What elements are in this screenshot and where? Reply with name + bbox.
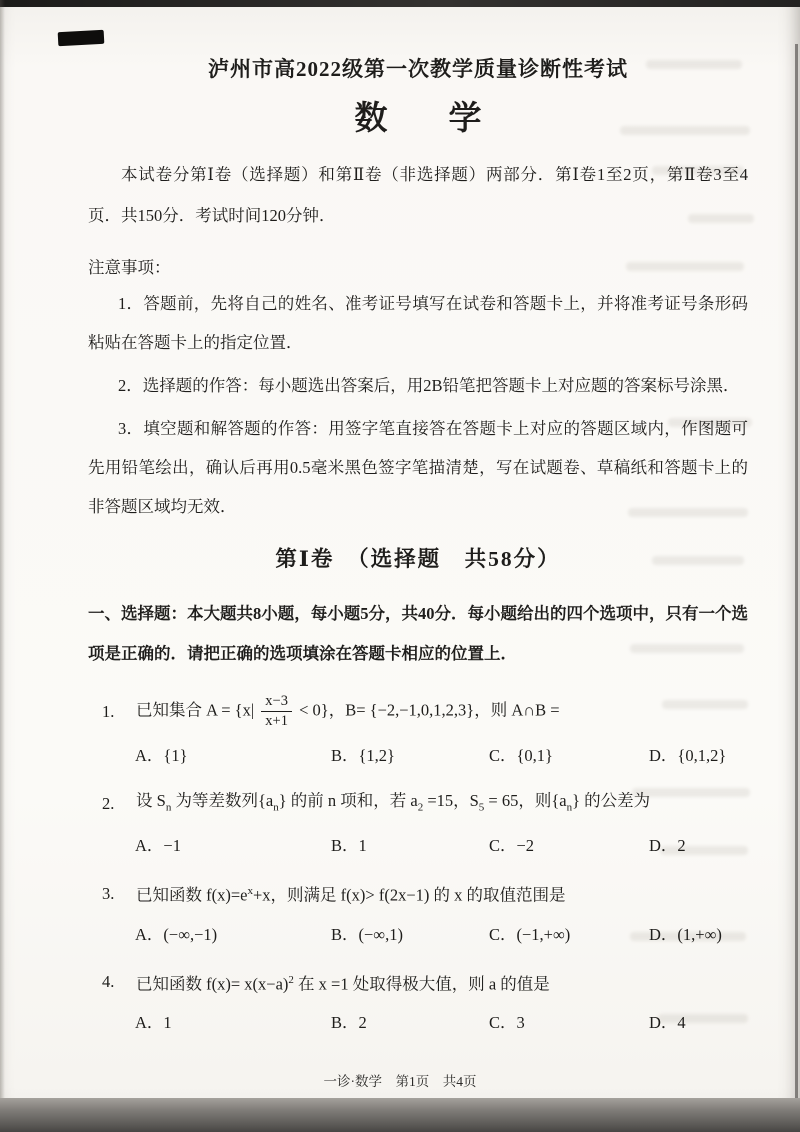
- notice-item-1: 1．答题前，先将自己的姓名、准考证号填写在试卷和答题卡上，并将准考证号条形码粘贴在答题卡上的指定位置．: [88, 294, 748, 352]
- question-2-text: [102, 788, 748, 820]
- question-1-text: [102, 693, 748, 730]
- notice-heading: 注意事项：: [88, 258, 171, 277]
- option-d: D．(1,+∞): [649, 924, 722, 944]
- option-d: D．{0,1,2}: [649, 746, 727, 765]
- scan-artifact-mark: [58, 30, 105, 46]
- exam-subject: 数 学: [354, 101, 496, 137]
- scan-edge-right: [795, 44, 798, 1132]
- scan-edge-left: [0, 0, 5, 1132]
- option-b: B．2: [331, 1013, 367, 1033]
- question-body: 设 $S_n$ 为等差数列$\{a_n\}$ 的前 n 项和，若 $a_2 =15$，$S_5 = 65$，则$\{a_n\}$ 的公差为: [136, 791, 651, 814]
- option-a: A．(−∞,−1): [135, 924, 218, 944]
- question-number: 2.: [102, 794, 115, 814]
- question-2: [88, 788, 748, 859]
- scan-edge-bottom: [0, 1098, 800, 1132]
- option-c: C．−2: [489, 836, 535, 856]
- question-body: 已知函数 $f(x)=e^x+x$，则满足 f(x)> f(2x−1) 的 x 的取值范围是: [136, 885, 566, 905]
- option-b: B．(−∞,1): [331, 924, 403, 944]
- question-1-options: [135, 743, 748, 769]
- question-body: 已知函数 $f(x)= x(x-a)^2$ 在 x =1 处取得极大值，则 a 的值是: [136, 973, 550, 994]
- question-2-options: [135, 833, 748, 859]
- question-number: 3.: [102, 883, 115, 903]
- question-4-options: [135, 1010, 748, 1036]
- option-a: A．{1}: [135, 746, 188, 765]
- page-footer: 一诊·数学 第1页 共4页: [323, 1074, 477, 1089]
- fraction: $\frac{x-3}{x+1}$: [261, 693, 292, 730]
- option-d: D．2: [649, 836, 686, 856]
- question-3-options: [135, 922, 748, 948]
- option-c: C．(−1,+∞): [489, 924, 571, 944]
- option-a: A．−1: [135, 836, 181, 856]
- question-3: [88, 878, 748, 948]
- option-c: C．3: [489, 1013, 525, 1033]
- notice-item-3: 3．填空题和解答题的作答：用签字笔直接答在答题卡上对应的答题区域内，作图题可先用铅笔绘出，确认后再用0.5毫米黑色签字笔描清楚，写在试题卷、草稿纸和答题卡上的非答题区域均无效．: [88, 419, 748, 516]
- option-d: D．4: [649, 1013, 686, 1033]
- exam-intro: 本试卷分第Ⅰ卷（选择题）和第Ⅱ卷（非选择题）两部分．第Ⅰ卷1至2页，第Ⅱ卷3至4页．共150分．考试时间120分钟．: [88, 165, 748, 225]
- option-b: B．{1,2}: [331, 746, 395, 765]
- question-number: 4.: [102, 972, 115, 992]
- option-a: A．1: [135, 1013, 172, 1033]
- question-1: [88, 693, 748, 769]
- option-b: B．1: [331, 836, 367, 856]
- scan-edge-top: [0, 0, 800, 7]
- option-c: C．{0,1}: [489, 746, 553, 765]
- exam-title: 泸州市高2022级第一次教学质量诊断性考试: [208, 57, 628, 81]
- question-4: [88, 967, 748, 1037]
- section-instruction: 一、选择题：本大题共8小题，每小题5分，共40分．每小题给出的四个选项中，只有一个选项是正确的．请把正确的选项填涂在答题卡相应的位置上．: [88, 604, 748, 663]
- notice-item-2: 2．选择题的作答：每小题选出答案后，用2B铅笔把答题卡上对应题的答案标号涂黑．: [118, 376, 740, 395]
- question-4-text: [102, 967, 748, 998]
- question-number: 1.: [102, 701, 115, 721]
- question-3-text: [102, 878, 748, 909]
- question-body: 已知集合 A = {x| $\frac{x-3}{x+1}$ < 0}，B= {−2,−1,0,1,2,3}，则 A∩B =: [136, 693, 560, 729]
- section-heading: 第Ⅰ卷 （选择题 共58分）: [275, 547, 561, 571]
